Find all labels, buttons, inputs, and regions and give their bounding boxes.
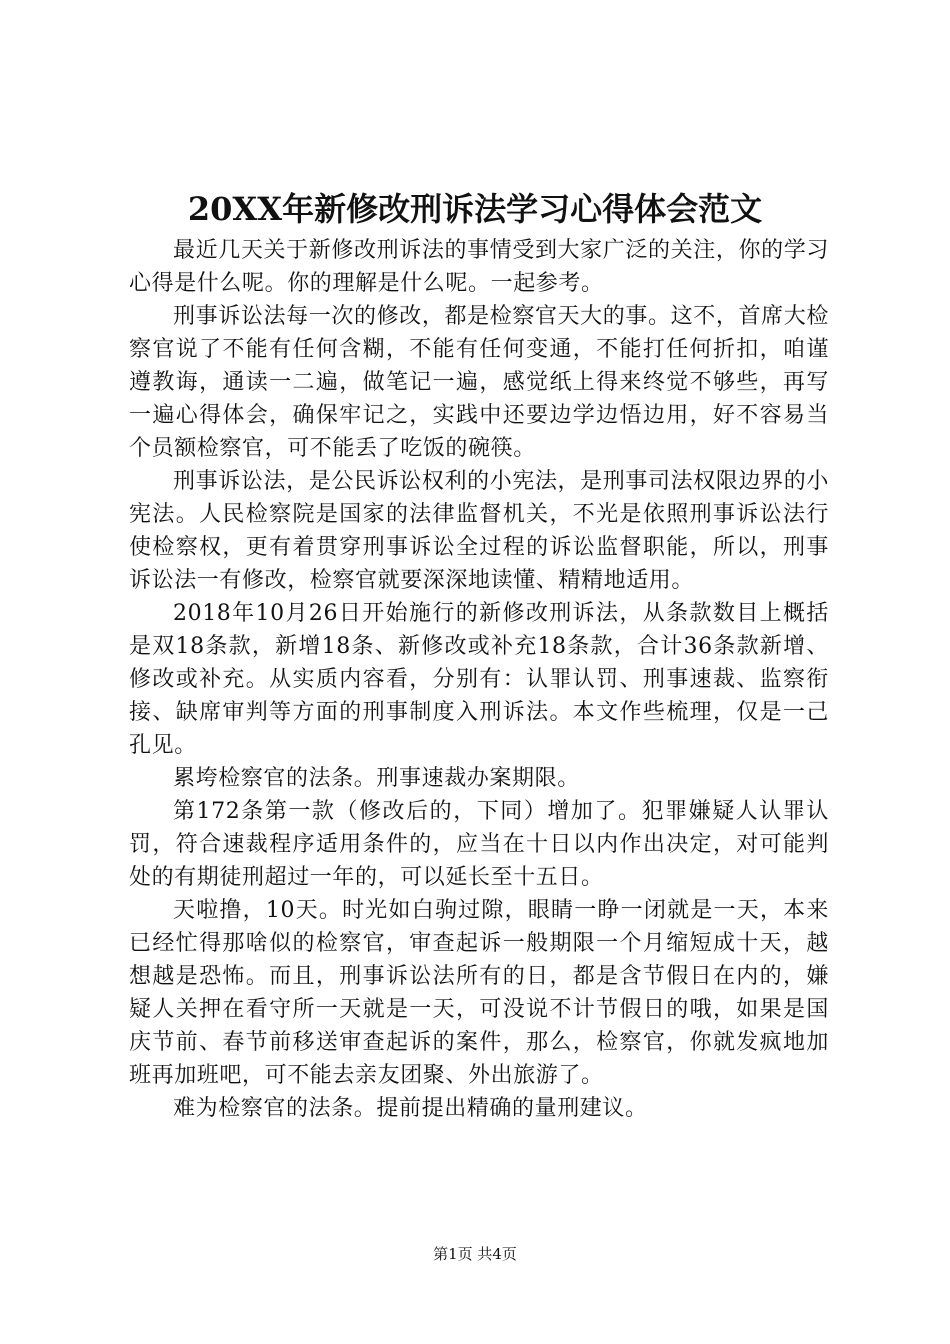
document-title: 20XX年新修改刑诉法学习心得体会范文 — [187, 190, 763, 228]
paragraph: 刑事诉讼法，是公民诉讼权利的小宪法，是刑事司法权限边界的小宪法。人民检察院是国家的法律监督机关，不光是依照刑事诉讼法行使检察权，更有着贯穿刑事诉讼全过程的诉讼监督职能，所以，刑事诉讼法一有修改，检察官就要深深地读懂、精精地适用。 — [129, 469, 829, 593]
paragraph: 最近几天关于新修改刑诉法的事情受到大家广泛的关注，你的学习心得是什么呢。你的理解是什么呢。一起参考。 — [129, 238, 829, 296]
paragraph: 刑事诉讼法每一次的修改，都是检察官天大的事。这不，首席大检察官说了不能有任何含糊，不能有任何变通，不能打任何折扣，咱谨遵教诲，通读一二遍，做笔记一遍，感觉纸上得来终觉不够些，再写一遍心得体会，确保牢记之，实践中还要边学边悟边用，好不容易当个员额检察官，可不能丢了吃饭的碗筷。 — [129, 304, 829, 461]
paragraph: 累垮检察官的法条。刑事速裁办案期限。 — [173, 766, 580, 791]
paragraph: 2018年10月26日开始施行的新修改刑诉法，从条款数目上概括是双18条款，新增18条、新修改或补充18条款，合计36条款新增、修改或补充。从实质内容看，分别有：认罪认罚、刑事速裁、监察衔接、缺席审判等方面的刑事制度入刑诉法。本文作些梳理，仅是一己孔见。 — [129, 601, 829, 758]
page-footer: 第1页 共4页 — [433, 1245, 517, 1263]
paragraph: 天啦撸，10天。时光如白驹过隙，眼睛一睁一闭就是一天，本来已经忙得那啥似的检察官，审查起诉一般期限一个月缩短成十天，越想越是恐怖。而且，刑事诉讼法所有的日，都是含节假日在内的，嫌疑人关押在看守所一天就是一天，可没说不计节假日的哦，如果是国庆节前、春节前移送审查起诉的案件，那么，检察官，你就发疯地加班再加班吧，可不能去亲友团聚、外出旅游了。 — [129, 898, 829, 1088]
document-body — [129, 234, 829, 1125]
paragraph: 第172条第一款（修改后的，下同）增加了。犯罪嫌疑人认罪认罚，符合速裁程序适用条件的，应当在十日以内作出决定，对可能判处的有期徒刑超过一年的，可以延长至十五日。 — [129, 799, 829, 890]
paragraph: 难为检察官的法条。提前提出精确的量刑建议。 — [173, 1096, 648, 1121]
